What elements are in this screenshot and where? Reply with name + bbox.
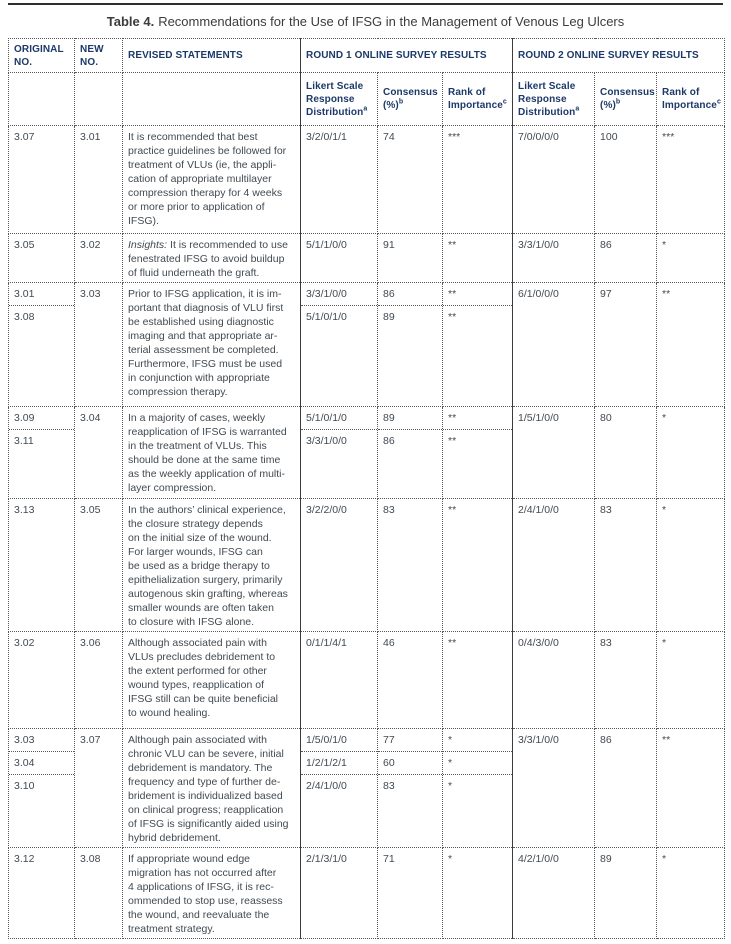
likert-value: 1/2/1/2/1 [301, 752, 377, 775]
r2-consensus-cell: 86 [595, 234, 657, 283]
original-no-value: 3.12 [14, 853, 35, 865]
r1-consensus-cell [378, 848, 443, 939]
table-row [9, 234, 725, 283]
new-no-cell: 3.05 [75, 499, 123, 632]
r1-likert-cell [301, 126, 378, 234]
r1-consensus-cell [378, 632, 443, 729]
empty-header-cell [9, 73, 75, 126]
original-no-cell [9, 499, 75, 632]
r2-likert-cell: 7/0/0/0/0 [513, 126, 595, 234]
likert-value: 3/2/0/1/1 [306, 131, 347, 143]
statement-cell: If appropriate wound edge migration has not occurred after 4 applications of IFSG, it is rec- ommended to stop use, reassess the wound, and reevaluate the treatment strategy. [123, 848, 301, 939]
subheader-r1-consensus [378, 73, 443, 126]
r1-likert-cell [301, 499, 378, 632]
likert-value: 2/4/1/0/0 [306, 780, 347, 792]
original-no-cell [9, 126, 75, 234]
rank-value: * [443, 752, 512, 775]
statement-cell: Prior to IFSG application, it is im- portant that diagnosis of VLU first be established using diagnostic imaging and that appropriate ar- terial assessment be completed. Furthermore, IFSG must be used in conjunction with appropriate compression therapy. [123, 283, 301, 407]
table-title-text: Recommendations for the Use of IFSG in the Management of Venous Leg Ulcers [158, 14, 625, 29]
r1-consensus-cell [378, 126, 443, 234]
col-header-original-no: ORIGINAL NO. [9, 39, 75, 73]
r1-rank-cell [443, 234, 513, 283]
rank-value: * [443, 729, 512, 752]
original-no-value: 3.04 [9, 752, 74, 775]
consensus-value: 86 [383, 435, 395, 447]
empty-header-cell [123, 73, 301, 126]
new-no-cell: 3.02 [75, 234, 123, 283]
likert-value: 5/1/1/0/0 [306, 239, 347, 251]
footnote-marker-c: c [716, 98, 721, 106]
rank-value: ** [443, 407, 512, 430]
original-no-value: 3.05 [14, 239, 35, 251]
r1-consensus-cell [378, 283, 443, 407]
rank-value: ** [448, 311, 457, 323]
original-no-value: 3.09 [9, 407, 74, 430]
original-no-value: 3.02 [14, 637, 35, 649]
table-row [9, 729, 725, 848]
likert-value: 5/1/0/1/0 [306, 311, 347, 323]
original-no-cell [9, 283, 75, 407]
consensus-value: 74 [383, 131, 395, 143]
consensus-value: 71 [383, 853, 395, 865]
original-no-value: 3.03 [9, 729, 74, 752]
r1-consensus-cell [378, 499, 443, 632]
table-row [9, 283, 725, 407]
r2-likert-cell: 3/3/1/0/0 [513, 729, 595, 848]
original-no-value: 3.11 [14, 435, 34, 447]
r2-rank-cell: * [657, 632, 725, 729]
likert-value: 5/1/0/1/0 [301, 407, 377, 430]
r2-likert-cell: 1/5/1/0/0 [513, 407, 595, 499]
rank-value: ** [448, 504, 457, 516]
r2-likert-cell: 4/2/1/0/0 [513, 848, 595, 939]
r1-consensus-cell [378, 407, 443, 499]
page-top-rule [8, 3, 723, 5]
col-header-round1: ROUND 1 ONLINE SURVEY RESULTS [301, 39, 513, 73]
statement-cell: Although pain associated with chronic VLU can be severe, initial debridement is mandatory. The frequency and type of further de- bridement is individualized based on clinical progress; reapplication of IFSG is significantly aided using hybrid debridement. [123, 729, 301, 848]
original-no-value: 3.07 [14, 131, 35, 143]
likert-value: 3/2/2/0/0 [306, 504, 347, 516]
r2-consensus-cell: 97 [595, 283, 657, 407]
likert-value: 2/1/3/1/0 [306, 853, 347, 865]
r1-consensus-cell [378, 729, 443, 848]
consensus-value: 83 [383, 504, 395, 516]
new-no-cell: 3.04 [75, 407, 123, 499]
r1-rank-cell [443, 848, 513, 939]
r2-consensus-cell: 89 [595, 848, 657, 939]
subheader-r2-consensus [595, 73, 657, 126]
original-no-cell [9, 234, 75, 283]
header-row-subheaders [9, 73, 725, 126]
new-no-cell: 3.07 [75, 729, 123, 848]
empty-header-cell [75, 73, 123, 126]
r2-rank-cell: * [657, 234, 725, 283]
rank-value: ** [448, 239, 457, 251]
r2-likert-cell: 3/3/1/0/0 [513, 234, 595, 283]
likert-value: 3/3/1/0/0 [306, 435, 347, 447]
r1-likert-cell [301, 283, 378, 407]
subheader-r2-likert [513, 73, 595, 126]
table-row [9, 407, 725, 499]
table-row [9, 632, 725, 729]
r1-likert-cell [301, 234, 378, 283]
likert-value: 3/3/1/0/0 [301, 283, 377, 306]
likert-value: 0/1/1/4/1 [306, 637, 347, 649]
subheader-r1-rank [443, 73, 513, 126]
table-title-label: Table 4. [106, 14, 155, 29]
original-no-value: 3.01 [9, 283, 74, 306]
table-row [9, 126, 725, 234]
r1-consensus-cell [378, 234, 443, 283]
recommendations-table [8, 38, 725, 939]
col-header-new-no: NEW NO. [75, 39, 123, 73]
consensus-value: 91 [383, 239, 395, 251]
r1-likert-cell [301, 848, 378, 939]
r1-likert-cell [301, 729, 378, 848]
r2-rank-cell: *** [657, 126, 725, 234]
new-no-cell: 3.06 [75, 632, 123, 729]
table-row [9, 499, 725, 632]
r2-likert-cell: 2/4/1/0/0 [513, 499, 595, 632]
footnote-marker-c: c [502, 98, 507, 106]
consensus-value: 60 [378, 752, 442, 775]
likert-value: 1/5/0/1/0 [301, 729, 377, 752]
r2-likert-cell: 6/1/0/0/0 [513, 283, 595, 407]
statement-cell: In a majority of cases, weekly reapplication of IFSG is warranted in the treatment of VLUs. This should be done at the same time as the weekly application of multi- layer compression. [123, 407, 301, 499]
table-row [9, 848, 725, 939]
r1-rank-cell [443, 499, 513, 632]
r1-rank-cell [443, 126, 513, 234]
new-no-cell: 3.03 [75, 283, 123, 407]
r1-rank-cell [443, 632, 513, 729]
statement-text: It is recommended to use fenestrated IFSG to avoid buildup of fluid underneath the graft. [128, 239, 288, 279]
subheader-r1-likert [301, 73, 378, 126]
consensus-value: 77 [378, 729, 442, 752]
consensus-value: 46 [383, 637, 395, 649]
original-no-cell [9, 407, 75, 499]
r2-rank-cell: ** [657, 729, 725, 848]
statement-cell: In the authors’ clinical experience, the closure strategy depends on the initial size of the wound. For larger wounds, IFSG can be used as a bridge therapy to epithelialization surgery, primarily autogenous skin grafting, whereas smaller wounds are often taken to closure with IFSG alone. [123, 499, 301, 632]
statement-cell: Although associated pain with VLUs precludes debridement to the extent performed for other wound types, reapplication of IFSG still can be quite beneficial to wound healing. [123, 632, 301, 729]
r2-consensus-cell: 80 [595, 407, 657, 499]
subheader-label: Rank of Importance [448, 87, 503, 111]
statement-cell [123, 234, 301, 283]
rank-value: ** [448, 637, 457, 649]
r1-likert-cell [301, 632, 378, 729]
original-no-cell [9, 632, 75, 729]
original-no-cell [9, 729, 75, 848]
rank-value: ** [448, 435, 457, 447]
statement-italic-lead: Insights: [128, 239, 168, 251]
footnote-marker-a: a [575, 105, 580, 113]
original-no-cell [9, 848, 75, 939]
r2-rank-cell: * [657, 848, 725, 939]
r2-consensus-cell: 83 [595, 632, 657, 729]
r1-rank-cell [443, 407, 513, 499]
r1-rank-cell [443, 283, 513, 407]
new-no-cell: 3.01 [75, 126, 123, 234]
header-row-groups [9, 39, 725, 73]
footnote-marker-a: a [363, 105, 368, 113]
subheader-label: Rank of Importance [662, 87, 717, 111]
col-header-round2: ROUND 2 ONLINE SURVEY RESULTS [513, 39, 725, 73]
r2-rank-cell: * [657, 499, 725, 632]
footnote-marker-b: b [615, 98, 621, 106]
r2-rank-cell: * [657, 407, 725, 499]
rank-value: * [448, 853, 453, 865]
subheader-r2-rank [657, 73, 725, 126]
footnote-marker-b: b [398, 98, 404, 106]
consensus-value: 83 [383, 780, 395, 792]
original-no-value: 3.10 [14, 780, 35, 792]
rank-value: *** [448, 131, 461, 143]
original-no-value: 3.08 [14, 311, 35, 323]
r1-rank-cell [443, 729, 513, 848]
subheader-label: Likert Scale Response Distribution [518, 80, 576, 118]
r2-consensus-cell: 83 [595, 499, 657, 632]
r1-likert-cell [301, 407, 378, 499]
consensus-value: 89 [378, 407, 442, 430]
statement-cell: It is recommended that best practice guidelines be followed for treatment of VLUs (ie, the appli- cation of appropriate multilayer compression therapy for 4 weeks or more prior to application of IFSG). [123, 126, 301, 234]
r2-consensus-cell: 100 [595, 126, 657, 234]
rank-value: ** [443, 283, 512, 306]
r2-rank-cell: ** [657, 283, 725, 407]
new-no-cell: 3.08 [75, 848, 123, 939]
original-no-value: 3.13 [14, 504, 35, 516]
r2-consensus-cell: 86 [595, 729, 657, 848]
subheader-label: Consensus (%) [383, 87, 438, 111]
consensus-value: 86 [378, 283, 442, 306]
col-header-revised-statements: REVISED STATEMENTS [123, 39, 301, 73]
rank-value: * [448, 780, 453, 792]
table-title [0, 14, 731, 29]
r2-likert-cell: 0/4/3/0/0 [513, 632, 595, 729]
subheader-label: Likert Scale Response Distribution [306, 80, 364, 118]
subheader-label: Consensus (%) [600, 87, 655, 111]
consensus-value: 89 [383, 311, 395, 323]
